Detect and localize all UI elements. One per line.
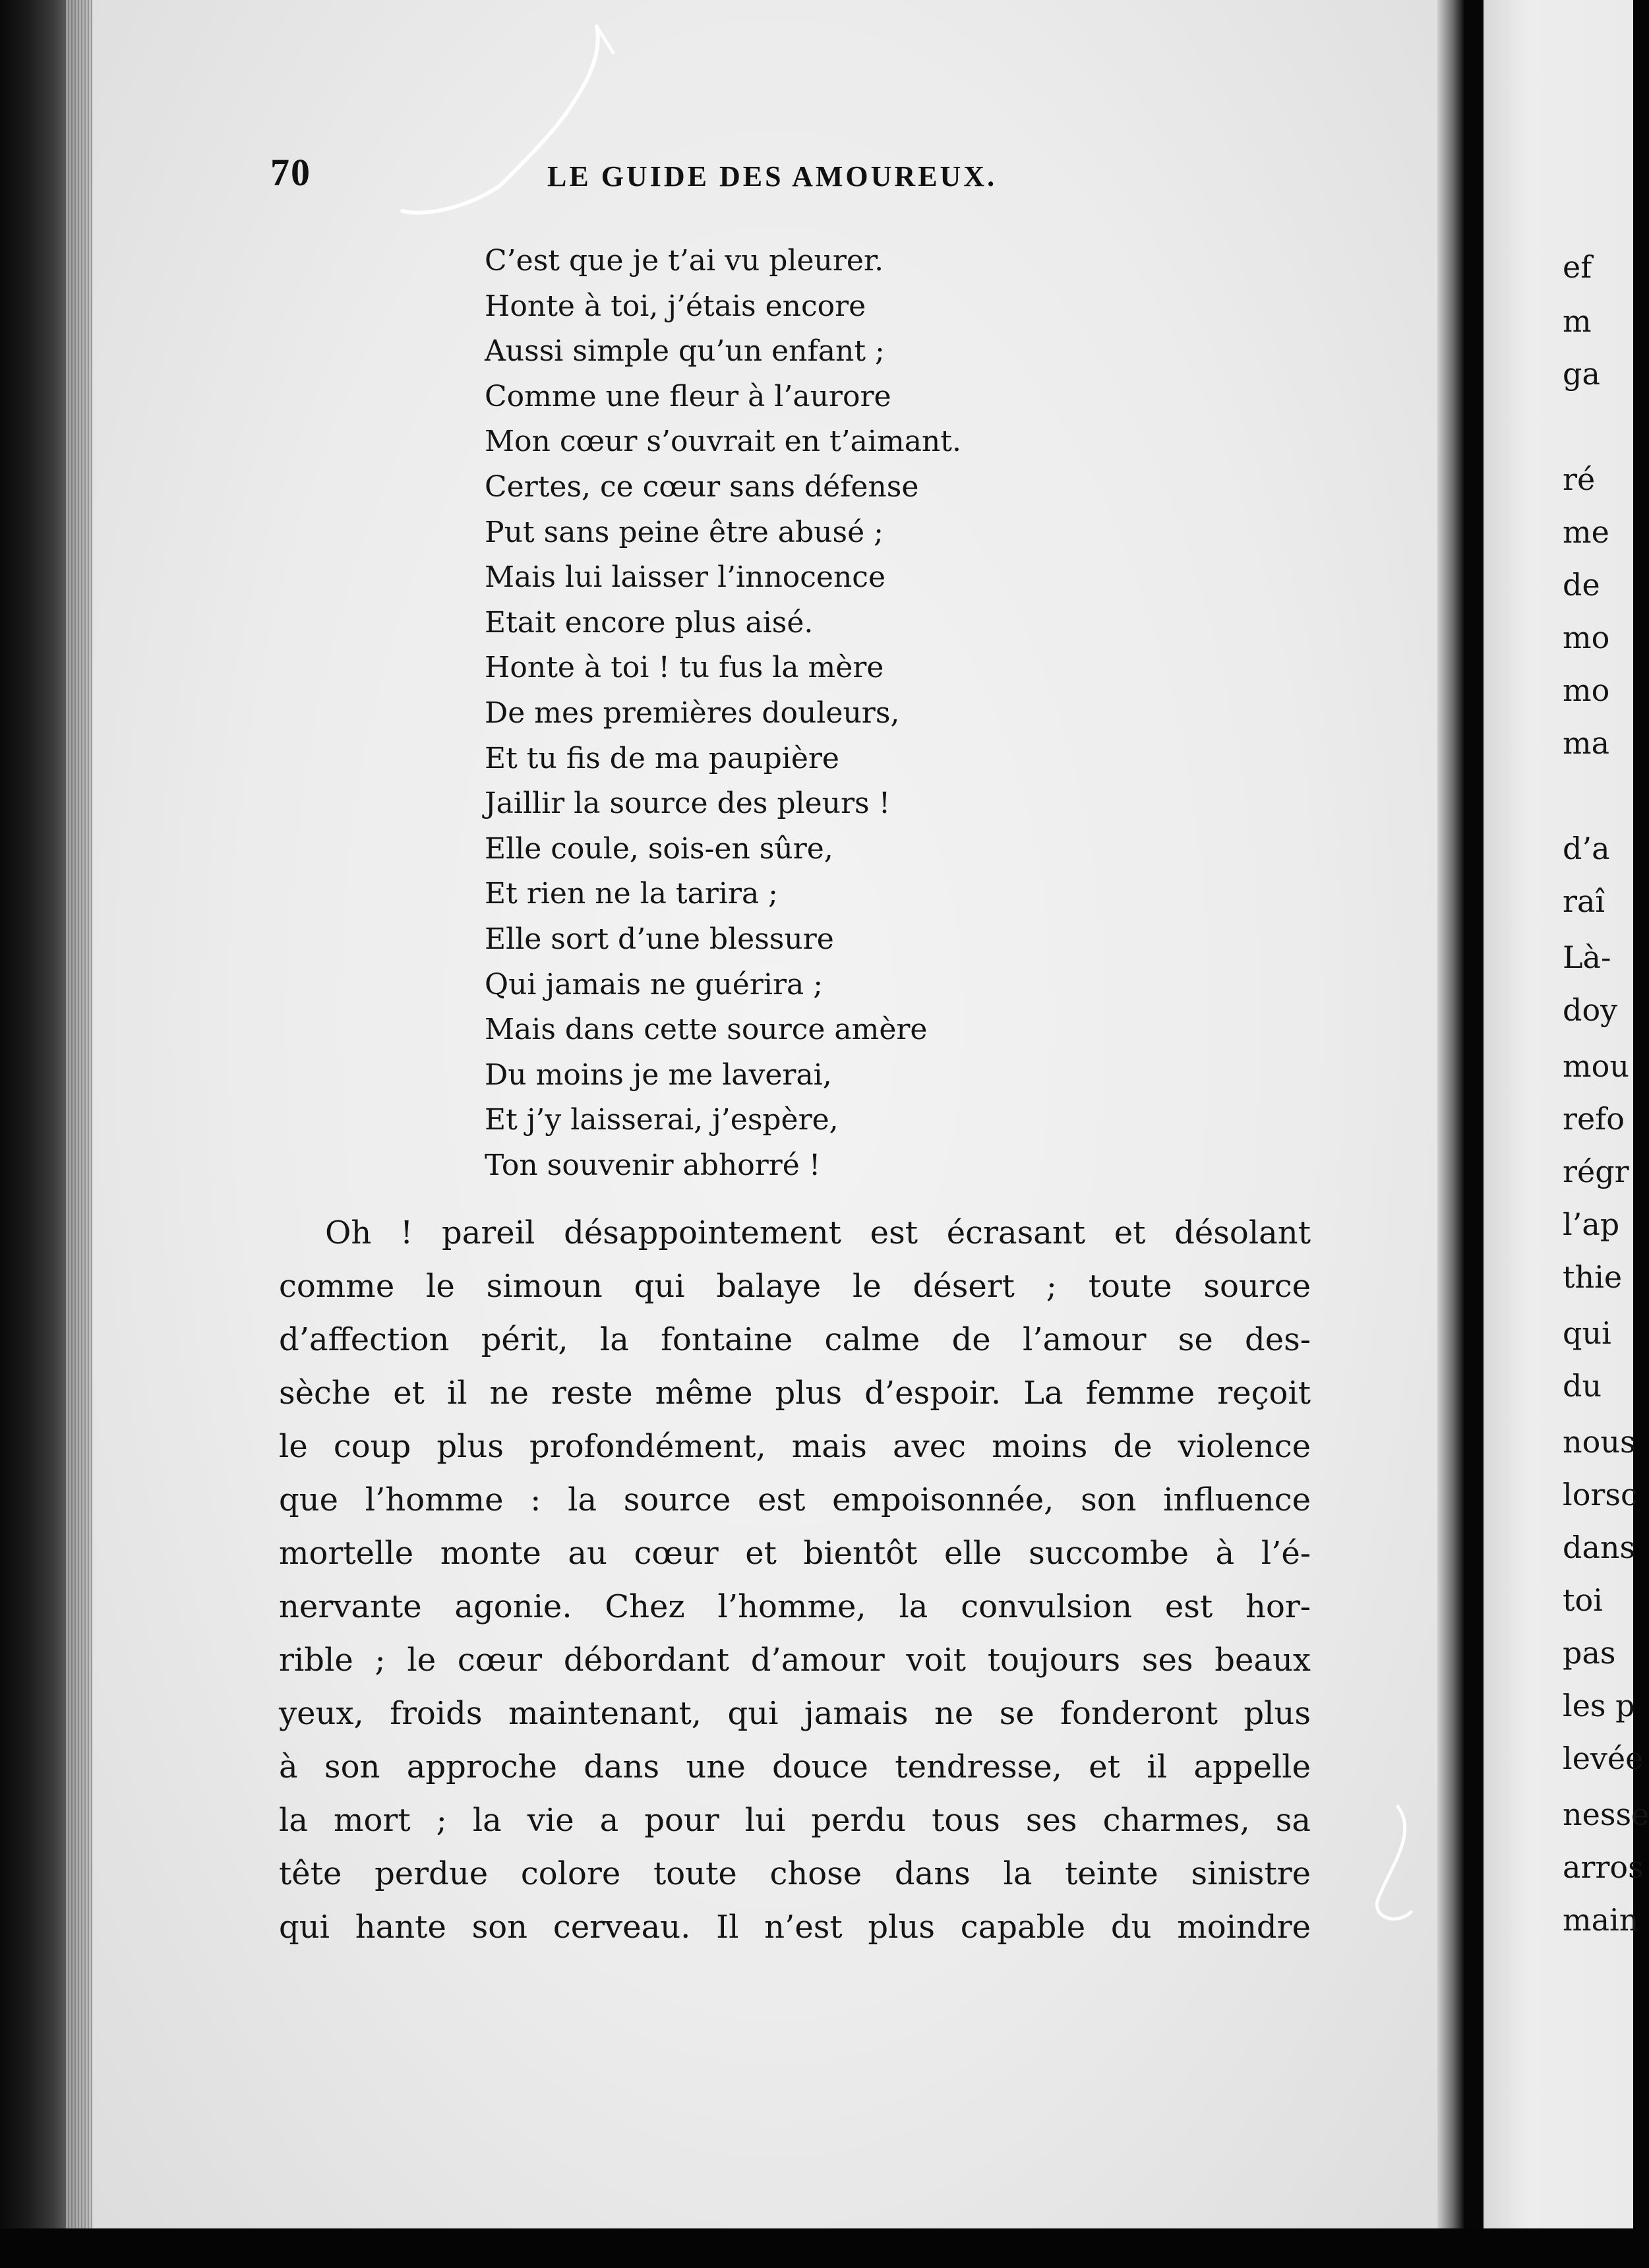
- poem-stanza: [485, 239, 1210, 1188]
- page-stack-edge: [66, 0, 92, 2268]
- facing-page-line: m: [1563, 303, 1592, 339]
- facing-page-line: lorsc: [1563, 1477, 1638, 1512]
- poem-line: Elle sort d’une blessure: [485, 922, 834, 956]
- prose-line: qui hante son cerveau. Il n’est plus capable du moindre: [279, 1909, 1311, 1946]
- prose-line: que l’homme : la source est empoisonnée, son influence: [279, 1481, 1311, 1518]
- poem-line: Certes, ce cœur sans défense: [485, 469, 919, 504]
- poem-line: Et j’y laisserai, j’espère,: [485, 1103, 839, 1137]
- prose-line: tête perdue colore toute chose dans la teinte sinistre: [279, 1855, 1311, 1892]
- facing-page-line: mou: [1563, 1048, 1629, 1084]
- poem-line: Mon cœur s’ouvrait en t’aimant.: [485, 425, 961, 459]
- prose-line: à son approche dans une douce tendresse, et il appelle: [279, 1748, 1311, 1785]
- poem-line: Qui jamais ne guérira ;: [485, 967, 824, 1001]
- facing-page-line: nesse: [1563, 1797, 1649, 1832]
- facing-page-line: l’ap: [1563, 1207, 1620, 1242]
- facing-page-line: ma: [1563, 725, 1610, 761]
- poem-line: Honte à toi ! tu fus la mère: [485, 651, 884, 685]
- poem-line: Honte à toi, j’étais encore: [485, 289, 866, 323]
- poem-line: Du moins je me laverai,: [485, 1058, 832, 1092]
- prose-line: d’affection périt, la fontaine calme de l’amour se des-: [279, 1321, 1311, 1358]
- prose-line: comme le simoun qui balaye le désert ; toute source: [279, 1268, 1311, 1305]
- poem-line: Et rien ne la tarira ;: [485, 877, 779, 911]
- poem-line: Et tu fis de ma paupière: [485, 741, 839, 775]
- running-head: [270, 150, 1325, 203]
- facing-page-line: main: [1563, 1902, 1639, 1938]
- poem-line: Etait encore plus aisé.: [485, 605, 814, 640]
- page-number: 70: [270, 151, 311, 194]
- prose-line: rible ; le cœur débordant d’amour voit toujours ses beaux: [279, 1642, 1311, 1679]
- page-fold-shadow: [1437, 0, 1464, 2268]
- poem-line: Put sans peine être abusé ;: [485, 515, 884, 549]
- facing-page-line: qui: [1563, 1315, 1611, 1351]
- facing-page-line: ga: [1563, 356, 1600, 392]
- facing-page-line: les p: [1563, 1688, 1635, 1723]
- prose-line: Oh ! pareil désappointement est écrasant et désolant: [325, 1214, 1311, 1251]
- facing-page-line: pas: [1563, 1635, 1616, 1671]
- prose-line: sèche et il ne reste même plus d’espoir. La femme reçoit: [279, 1375, 1311, 1412]
- scan-bottom-edge: [0, 2228, 1633, 2268]
- facing-page-line: de: [1563, 567, 1600, 603]
- poem-line: Mais dans cette source amère: [485, 1013, 928, 1047]
- prose-line: nervante agonie. Chez l’homme, la convulsion est hor-: [279, 1588, 1311, 1625]
- poem-line: De mes premières douleurs,: [485, 696, 900, 730]
- prose-line: la mort ; la vie a pour lui perdu tous ses charmes, sa: [279, 1802, 1311, 1839]
- running-title: LE GUIDE DES AMOUREUX.: [547, 160, 998, 193]
- poem-line: Elle coule, sois-en sûre,: [485, 831, 833, 866]
- poem-line: Mais lui laisser l’innocence: [485, 560, 885, 595]
- facing-page-line: thie: [1563, 1259, 1623, 1295]
- facing-page-line: mo: [1563, 620, 1610, 655]
- facing-page-line: arros: [1563, 1849, 1644, 1885]
- facing-page-line: levée: [1563, 1741, 1644, 1776]
- facing-page-line: nous: [1563, 1424, 1636, 1460]
- facing-page-line: dans: [1563, 1530, 1636, 1565]
- facing-page-line: raî: [1563, 883, 1605, 919]
- facing-page-line: toi: [1563, 1582, 1603, 1618]
- poem-line: Ton souvenir abhorré !: [485, 1148, 821, 1182]
- prose-line: le coup plus profondément, mais avec moins de violence: [279, 1428, 1311, 1465]
- facing-page-line: d’a: [1563, 831, 1610, 866]
- facing-page-line: régr: [1563, 1154, 1629, 1189]
- prose-paragraph: [279, 1207, 1311, 1954]
- facing-page-line: me: [1563, 514, 1609, 550]
- poem-line: Comme une fleur à l’aurore: [485, 379, 891, 413]
- book-gutter: [1464, 0, 1484, 2268]
- facing-page-line: ré: [1563, 462, 1596, 497]
- poem-line: Aussi simple qu’un enfant ;: [485, 334, 885, 369]
- facing-page-line: du: [1563, 1368, 1602, 1404]
- facing-page-line: doy: [1563, 992, 1618, 1028]
- facing-page-line: mo: [1563, 672, 1610, 708]
- facing-page-line: ef: [1563, 249, 1592, 285]
- prose-line: mortelle monte au cœur et bientôt elle succombe à l’é-: [279, 1535, 1311, 1572]
- facing-page-line: refo: [1563, 1101, 1625, 1137]
- poem-line: C’est que je t’ai vu pleurer.: [485, 244, 884, 278]
- facing-page-line: Là-: [1563, 940, 1611, 975]
- prose-line: yeux, froids maintenant, qui jamais ne se fonderont plus: [279, 1695, 1311, 1732]
- poem-line: Jaillir la source des pleurs !: [485, 787, 891, 821]
